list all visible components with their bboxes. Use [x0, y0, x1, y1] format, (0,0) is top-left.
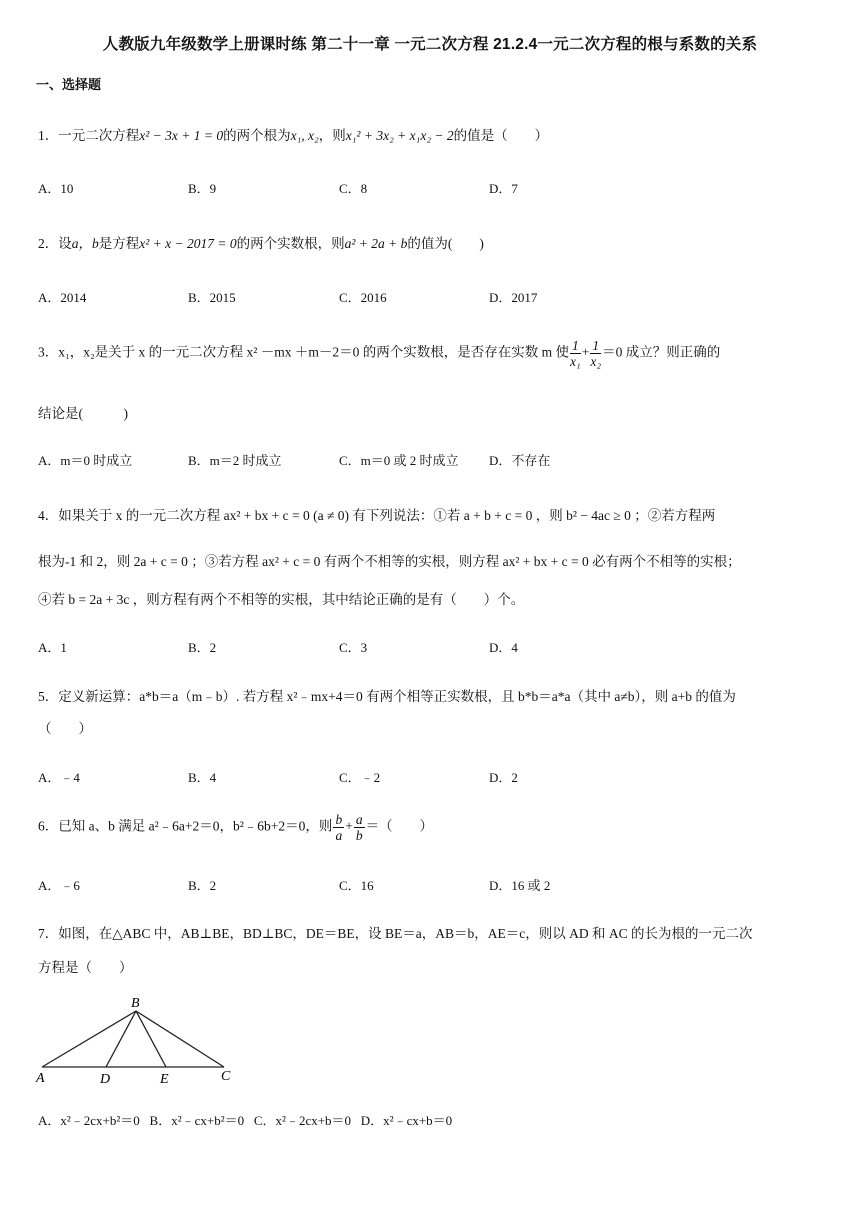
q2-text-b: 是方程 [98, 236, 140, 251]
fraction-denominator: x₁ [570, 354, 581, 369]
plus-sign: + [345, 818, 353, 834]
q6-fraction-1 [333, 812, 344, 843]
option-b[interactable]: B．4 [188, 770, 217, 785]
option-b[interactable]: B．2 [188, 878, 217, 893]
option-a[interactable]: A．10 [38, 181, 74, 196]
question-5-stem-line-2: （ ） [38, 721, 92, 736]
triangle-diagram [34, 994, 244, 1086]
q3-text-a: 3．x₁，x₂是关于 x 的一元二次方程 x² －mx ＋m－2＝0 的两个实数根，是否存在实数 m 使 [38, 344, 569, 360]
option-d[interactable]: D．不存在 [489, 453, 551, 468]
vertex-label-c: C [221, 1069, 231, 1084]
option-c[interactable]: C．3 [339, 640, 368, 655]
q1-text-b: 的两个根为 [223, 128, 291, 143]
option-d[interactable]: D．7 [489, 181, 518, 196]
option-d[interactable]: D．x²﹣cx+b＝0 [360, 1113, 453, 1128]
question-7-options [38, 1110, 452, 1129]
option-d[interactable]: D．2 [489, 770, 518, 785]
q1-roots: x₁, x₂ [290, 128, 319, 143]
q1-text-c: ，则 [318, 128, 346, 143]
option-b[interactable]: B．m＝2 时成立 [188, 453, 282, 468]
q6-fraction-2 [354, 812, 365, 843]
fraction-numerator: 1 [571, 338, 579, 353]
option-a[interactable]: A．﹣4 [38, 770, 80, 785]
question-6-stem [38, 812, 433, 843]
fraction-numerator: a [355, 812, 363, 827]
vertex-label-e: E [160, 1072, 169, 1086]
option-a[interactable]: A．m＝0 时成立 [38, 453, 133, 468]
segment-be [136, 1011, 166, 1067]
option-d[interactable]: D．2017 [489, 290, 538, 305]
segment-bc [136, 1011, 224, 1067]
plus-sign: + [581, 344, 590, 360]
fraction-denominator: b [355, 828, 363, 843]
q1-expression: x₁² + 3x₂ + x₁x₂ − 2 [345, 128, 454, 143]
q2-expression: a² + 2a + b [344, 236, 408, 251]
option-d[interactable]: D．4 [489, 640, 518, 655]
q1-text-d: 的值是（ ） [453, 128, 549, 143]
vertex-label-a: A [36, 1071, 45, 1086]
question-7-stem-line-1: 7．如图，在△ABC 中，AB⊥BE，BD⊥BC，DE＝BE，设 BE＝a，AB＝b，AE＝c，则以 AD 和 AC 的长为根的一元二次 [38, 926, 753, 941]
option-c[interactable]: C．x²﹣2cx+b＝0 [253, 1113, 352, 1128]
fraction-numerator: b [335, 812, 343, 827]
q3-text-b: ＝0 成立？则正确的 [602, 344, 721, 360]
question-4-stem-line-1: 4．如果关于 x 的一元二次方程 ax² + bx + c = 0 (a ≠ 0) 有下列说法：①若 a + b + c = 0 ，则 b² − 4ac ≥ 0 ；②若方程两 [38, 508, 716, 523]
q1-text-a: 1．一元二次方程 [38, 128, 140, 143]
vertex-label-b: B [131, 996, 140, 1011]
question-7-stem-line-2: 方程是（ ） [38, 960, 133, 975]
option-c[interactable]: C．﹣2 [339, 770, 381, 785]
q1-equation: x² − 3x + 1 = 0 [139, 128, 224, 143]
question-1-stem [38, 124, 548, 144]
question-5-stem-line-1: 5．定义新运算：a*b＝a（m﹣b）. 若方程 x²﹣mx+4＝0 有两个相等正实数根，且 b*b＝a*a（其中 a≠b），则 a+b 的值为 [38, 689, 736, 704]
question-3-stem-line-2: 结论是( ) [38, 406, 128, 421]
option-c[interactable]: C．m＝0 或 2 时成立 [339, 453, 459, 468]
fraction-denominator: x₂ [590, 354, 602, 369]
page-title: 人教版九年级数学上册课时练 第二十一章 一元二次方程 21.2.4一元二次方程的根与系数的关系 [102, 36, 758, 53]
option-a[interactable]: A．2014 [38, 290, 87, 305]
q2-text-c: 的两个实数根，则 [236, 236, 345, 251]
q3-fraction-1 [570, 338, 581, 369]
fraction-denominator: a [335, 828, 343, 843]
q6-text-a: 6．已知 a、b 满足 a²﹣6a+2＝0，b²﹣6b+2＝0，则 [38, 818, 333, 834]
question-3-stem-line-1 [38, 338, 720, 369]
fraction-numerator: 1 [592, 338, 600, 353]
question-2-stem [38, 232, 484, 252]
q6-text-b: ＝（ ） [365, 818, 434, 834]
q2-text-d: 的值为( ) [407, 236, 484, 251]
segment-ab [42, 1011, 136, 1067]
option-b[interactable]: B．2 [188, 640, 217, 655]
option-b[interactable]: B．x²﹣cx+b²＝0 [149, 1113, 245, 1128]
vertex-label-d: D [100, 1072, 111, 1086]
option-a[interactable]: A．1 [38, 640, 67, 655]
option-c[interactable]: C．2016 [339, 290, 387, 305]
option-c[interactable]: C．16 [339, 878, 374, 893]
question-4-stem-line-2: 根为-1 和 2，则 2a + c = 0 ；③若方程 ax² + c = 0 有两个不相等的实根，则方程 ax² + bx + c = 0 必有两个不相等的实根； [38, 554, 741, 569]
q2-equation: x² + x − 2017 = 0 [139, 236, 237, 251]
q2-vars: a，b [71, 236, 99, 251]
option-b[interactable]: B．2015 [188, 290, 236, 305]
option-b[interactable]: B．9 [188, 181, 217, 196]
q2-text-a: 2．设 [38, 236, 72, 251]
question-4-stem-line-3: ④若 b = 2a + 3c ，则方程有两个不相等的实根，其中结论正确的是有（ ）个。 [38, 592, 525, 607]
option-a[interactable]: A．﹣6 [38, 878, 80, 893]
option-c[interactable]: C．8 [339, 181, 368, 196]
option-a[interactable]: A．x²﹣2cx+b²＝0 [38, 1113, 140, 1128]
option-d[interactable]: D．16 或 2 [489, 878, 551, 893]
section-heading: 一、选择题 [36, 77, 102, 92]
q3-fraction-2 [590, 338, 601, 369]
